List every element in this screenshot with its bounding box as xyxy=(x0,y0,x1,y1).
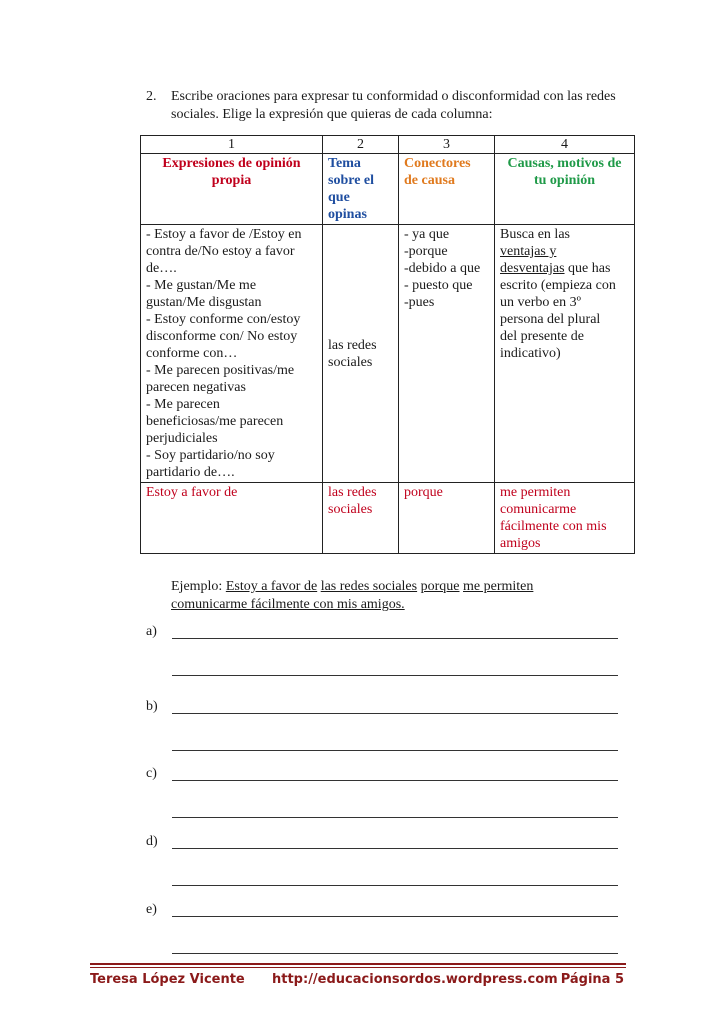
col-number-4: 4 xyxy=(495,136,635,154)
header-topic-line: sobre el xyxy=(328,173,375,188)
opinion-option-line: - Soy partidario/no soy xyxy=(146,448,275,463)
header-topic-line: Tema xyxy=(328,156,361,171)
example-part-opinion: Estoy a favor de xyxy=(225,579,318,594)
answer-line[interactable] xyxy=(172,780,618,781)
example-cause-line: me permiten xyxy=(500,485,571,500)
causes-hint-line: del presente de xyxy=(500,329,584,344)
example-cause-line: amigos xyxy=(500,536,541,551)
answer-line[interactable] xyxy=(172,848,618,849)
answer-label: b) xyxy=(146,699,158,714)
answer-label: d) xyxy=(146,834,158,849)
answer-c xyxy=(146,765,626,825)
answer-label: e) xyxy=(146,902,157,917)
example-part-connector: porque xyxy=(420,579,460,594)
answer-line[interactable] xyxy=(172,817,618,818)
opinion-option-line: partidario de…. xyxy=(146,465,235,480)
opinion-option-line: - Me parecen xyxy=(146,397,220,412)
answer-e xyxy=(146,901,626,961)
footer-author: Teresa López Vicente xyxy=(90,972,245,987)
answer-a xyxy=(146,623,626,683)
header-row xyxy=(141,154,635,225)
topic-line: las redes xyxy=(328,337,377,353)
opinion-option-line: - Estoy a favor de /Estoy en xyxy=(146,227,302,242)
opinion-option-line: disconforme con/ No estoy xyxy=(146,329,298,344)
connector-line: -pues xyxy=(404,295,435,310)
answer-line[interactable] xyxy=(172,953,618,954)
page-footer xyxy=(90,972,626,990)
example-part-topic: las redes sociales xyxy=(320,579,418,594)
footer-url[interactable]: http://educacionsordos.wordpress.com xyxy=(272,972,558,987)
example-opinion-cell: Estoy a favor de xyxy=(141,483,323,554)
causes-hint-line: un verbo en 3º xyxy=(500,295,581,310)
causes-hint-line: Busca en las xyxy=(500,227,570,242)
opinion-options-cell xyxy=(141,225,323,483)
header-connectors-line: Conectores xyxy=(404,156,471,171)
example-topic-line: las redes xyxy=(328,485,377,500)
example-cause-cell xyxy=(495,483,635,554)
topic-cell xyxy=(323,225,399,483)
exercise-text: Escribe oraciones para expresar tu conformidad o disconformidad con las redes sociales. Elige la expresión que quieras de cada columna: xyxy=(171,89,616,122)
answer-label: c) xyxy=(146,766,157,781)
example-row xyxy=(141,483,635,554)
answer-line[interactable] xyxy=(172,713,618,714)
connector-line: - puesto que xyxy=(404,278,473,293)
col-number-3: 3 xyxy=(399,136,495,154)
opinion-option-line: - Me gustan/Me me xyxy=(146,278,257,293)
header-topic-line: que xyxy=(328,190,350,205)
opinion-option-line: gustan/Me disgustan xyxy=(146,295,262,310)
header-topic xyxy=(323,154,399,225)
opinion-option-line: - Me parecen positivas/me xyxy=(146,363,295,378)
topic-line: sociales xyxy=(328,354,373,370)
example-topic-cell xyxy=(323,483,399,554)
answer-label: a) xyxy=(146,624,157,639)
column-number-row xyxy=(141,136,635,154)
example-connector-cell: porque xyxy=(399,483,495,554)
causes-hint-line: persona del plural xyxy=(500,312,601,327)
answer-line[interactable] xyxy=(172,916,618,917)
causes-hint-cell xyxy=(495,225,635,483)
causes-hint-underlined: ventajas y xyxy=(500,244,557,259)
example-cause-line: comunicarme xyxy=(500,502,577,517)
col-number-2: 2 xyxy=(323,136,399,154)
causes-hint-line: escrito (empieza con xyxy=(500,278,616,293)
opinion-option-line: beneficiosas/me parecen xyxy=(146,414,284,429)
causes-hint-line: indicativo) xyxy=(500,346,561,361)
header-connectors xyxy=(399,154,495,225)
opinion-option-line: perjudiciales xyxy=(146,431,218,446)
answer-line[interactable] xyxy=(172,638,618,639)
connector-line: - ya que xyxy=(404,227,450,242)
footer-page-number: Página 5 xyxy=(560,972,624,987)
example-cause-line: fácilmente con mis xyxy=(500,519,607,534)
example-topic-line: sociales xyxy=(328,502,373,517)
opinion-option-line: parecen negativas xyxy=(146,380,246,395)
causes-hint-line: que has xyxy=(564,261,611,276)
connector-line: -porque xyxy=(404,244,448,259)
example-sentence xyxy=(171,578,631,614)
col-number-1: 1 xyxy=(141,136,323,154)
answer-d xyxy=(146,833,626,893)
answer-b xyxy=(146,698,626,758)
example-part-cause: me permiten xyxy=(463,579,534,594)
example-part-cause-cont: comunicarme fácilmente con mis amigos. xyxy=(171,597,405,612)
header-causes: Causas, motivos de tu opinión xyxy=(495,154,635,225)
answer-line[interactable] xyxy=(172,675,618,676)
answer-line[interactable] xyxy=(172,750,618,751)
header-topic-line: opinas xyxy=(328,207,367,222)
causes-hint-underlined: desventajas xyxy=(500,261,565,276)
example-prefix: Ejemplo: xyxy=(171,579,226,594)
footer-divider xyxy=(90,967,626,968)
answer-line[interactable] xyxy=(172,885,618,886)
exercise-instruction xyxy=(146,88,646,124)
exercise-number: 2. xyxy=(146,89,157,104)
expressions-table xyxy=(140,135,635,554)
header-connectors-line: de causa xyxy=(404,173,455,188)
connector-line: -debido a que xyxy=(404,261,481,276)
opinion-option-line: de…. xyxy=(146,261,177,276)
header-opinion-expressions: Expresiones de opinión propia xyxy=(141,154,323,225)
options-row xyxy=(141,225,635,483)
opinion-option-line: conforme con… xyxy=(146,346,238,361)
opinion-option-line: - Estoy conforme con/estoy xyxy=(146,312,301,327)
footer-divider xyxy=(90,963,626,965)
connectors-cell xyxy=(399,225,495,483)
opinion-option-line: contra de/No estoy a favor xyxy=(146,244,295,259)
